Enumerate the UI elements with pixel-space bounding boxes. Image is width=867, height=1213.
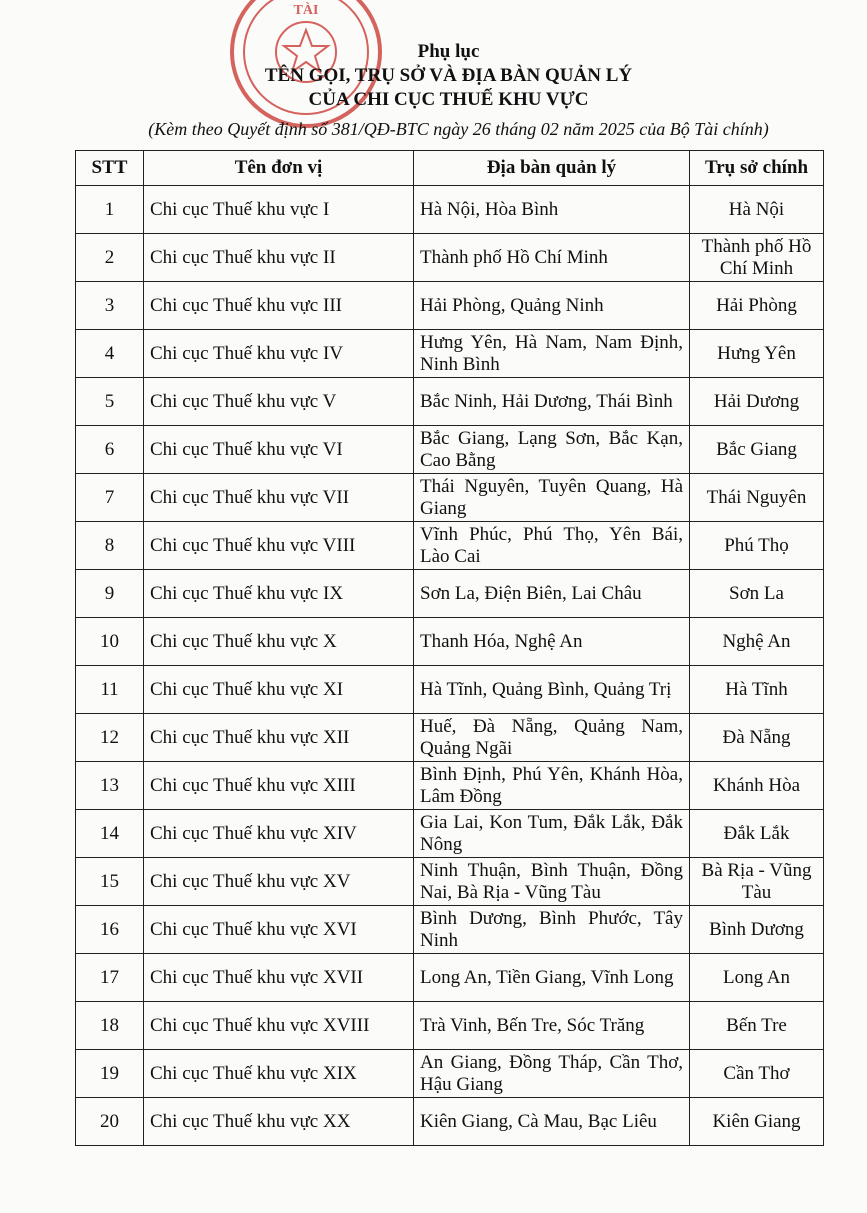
cell-hq: Sơn La	[690, 570, 824, 618]
cell-area: Thành phố Hồ Chí Minh	[414, 234, 690, 282]
cell-hq: Long An	[690, 954, 824, 1002]
cell-stt: 7	[76, 474, 144, 522]
cell-hq: Khánh Hòa	[690, 762, 824, 810]
cell-unit: Chi cục Thuế khu vực XVI	[144, 906, 414, 954]
cell-stt: 12	[76, 714, 144, 762]
cell-unit: Chi cục Thuế khu vực IX	[144, 570, 414, 618]
table-row	[76, 858, 824, 906]
cell-area: An Giang, Đồng Tháp, Cần Thơ, Hậu Giang	[414, 1050, 690, 1098]
cell-unit: Chi cục Thuế khu vực VI	[144, 426, 414, 474]
cell-stt: 15	[76, 858, 144, 906]
table-row	[76, 570, 824, 618]
cell-hq: Bắc Giang	[690, 426, 824, 474]
cell-unit: Chi cục Thuế khu vực XIII	[144, 762, 414, 810]
cell-unit: Chi cục Thuế khu vực XI	[144, 666, 414, 714]
cell-stt: 19	[76, 1050, 144, 1098]
table-header-row	[76, 151, 824, 186]
table-row	[76, 618, 824, 666]
cell-area: Bình Định, Phú Yên, Khánh Hòa, Lâm Đồng	[414, 762, 690, 810]
cell-area: Kiên Giang, Cà Mau, Bạc Liêu	[414, 1098, 690, 1146]
table-row	[76, 954, 824, 1002]
cell-hq: Hải Phòng	[690, 282, 824, 330]
document-title: TÊN GỌI, TRỤ SỞ VÀ ĐỊA BÀN QUẢN LÝ	[264, 65, 633, 86]
column-header-hq: Trụ sở chính	[690, 151, 824, 186]
cell-stt: 9	[76, 570, 144, 618]
cell-stt: 5	[76, 378, 144, 426]
cell-unit: Chi cục Thuế khu vực VIII	[144, 522, 414, 570]
document-subtitle: CỦA CHI CỤC THUẾ KHU VỰC	[308, 89, 589, 110]
cell-unit: Chi cục Thuế khu vực IV	[144, 330, 414, 378]
cell-area: Hà Tĩnh, Quảng Bình, Quảng Trị	[414, 666, 690, 714]
appendix-title: Phụ lục	[417, 41, 480, 62]
cell-area: Bắc Ninh, Hải Dương, Thái Bình	[414, 378, 690, 426]
cell-unit: Chi cục Thuế khu vực XIX	[144, 1050, 414, 1098]
cell-stt: 20	[76, 1098, 144, 1146]
table-row	[76, 522, 824, 570]
cell-stt: 10	[76, 618, 144, 666]
cell-hq: Thái Nguyên	[690, 474, 824, 522]
cell-hq: Hải Dương	[690, 378, 824, 426]
cell-unit: Chi cục Thuế khu vực II	[144, 234, 414, 282]
cell-hq: Kiên Giang	[690, 1098, 824, 1146]
cell-unit: Chi cục Thuế khu vực VII	[144, 474, 414, 522]
cell-hq: Nghệ An	[690, 618, 824, 666]
cell-stt: 1	[76, 186, 144, 234]
cell-stt: 4	[76, 330, 144, 378]
table-row	[76, 330, 824, 378]
cell-area: Hưng Yên, Hà Nam, Nam Định, Ninh Bình	[414, 330, 690, 378]
column-header-area: Địa bàn quản lý	[414, 151, 690, 186]
cell-area: Huế, Đà Nẵng, Quảng Nam, Quảng Ngãi	[414, 714, 690, 762]
cell-area: Long An, Tiền Giang, Vĩnh Long	[414, 954, 690, 1002]
cell-unit: Chi cục Thuế khu vực XVIII	[144, 1002, 414, 1050]
cell-stt: 11	[76, 666, 144, 714]
cell-unit: Chi cục Thuế khu vực XII	[144, 714, 414, 762]
cell-unit: Chi cục Thuế khu vực XIV	[144, 810, 414, 858]
column-header-unit: Tên đơn vị	[144, 151, 414, 186]
cell-area: Thái Nguyên, Tuyên Quang, Hà Giang	[414, 474, 690, 522]
cell-hq: Cần Thơ	[690, 1050, 824, 1098]
table-row	[76, 474, 824, 522]
table-row	[76, 1002, 824, 1050]
cell-area: Ninh Thuận, Bình Thuận, Đồng Nai, Bà Rịa - Vũng Tàu	[414, 858, 690, 906]
cell-area: Hà Nội, Hòa Bình	[414, 186, 690, 234]
cell-stt: 3	[76, 282, 144, 330]
cell-unit: Chi cục Thuế khu vực V	[144, 378, 414, 426]
cell-stt: 17	[76, 954, 144, 1002]
cell-stt: 16	[76, 906, 144, 954]
cell-area: Bình Dương, Bình Phước, Tây Ninh	[414, 906, 690, 954]
cell-hq: Bến Tre	[690, 1002, 824, 1050]
cell-area: Bắc Giang, Lạng Sơn, Bắc Kạn, Cao Bằng	[414, 426, 690, 474]
cell-unit: Chi cục Thuế khu vực XV	[144, 858, 414, 906]
table-row	[76, 234, 824, 282]
cell-stt: 6	[76, 426, 144, 474]
table-row	[76, 906, 824, 954]
cell-area: Trà Vinh, Bến Tre, Sóc Trăng	[414, 1002, 690, 1050]
table-row	[76, 666, 824, 714]
table-row	[76, 1050, 824, 1098]
cell-hq: Hà Tĩnh	[690, 666, 824, 714]
cell-hq: Thành phố Hồ Chí Minh	[690, 234, 824, 282]
table-row	[76, 714, 824, 762]
cell-stt: 18	[76, 1002, 144, 1050]
document-reference: (Kèm theo Quyết định số 381/QĐ-BTC ngày 26 tháng 02 năm 2025 của Bộ Tài chính)	[148, 119, 769, 139]
table-row	[76, 186, 824, 234]
cell-stt: 13	[76, 762, 144, 810]
table-row	[76, 378, 824, 426]
table-row	[76, 1098, 824, 1146]
cell-hq: Hưng Yên	[690, 330, 824, 378]
column-header-stt: STT	[76, 151, 144, 186]
cell-hq: Bình Dương	[690, 906, 824, 954]
svg-text:TÀI: TÀI	[293, 3, 319, 18]
cell-area: Sơn La, Điện Biên, Lai Châu	[414, 570, 690, 618]
cell-hq: Hà Nội	[690, 186, 824, 234]
cell-unit: Chi cục Thuế khu vực XVII	[144, 954, 414, 1002]
table-row	[76, 810, 824, 858]
tax-office-table	[75, 150, 824, 1146]
cell-area: Thanh Hóa, Nghệ An	[414, 618, 690, 666]
cell-hq: Bà Rịa - Vũng Tàu	[690, 858, 824, 906]
cell-stt: 8	[76, 522, 144, 570]
cell-hq: Phú Thọ	[690, 522, 824, 570]
cell-unit: Chi cục Thuế khu vực XX	[144, 1098, 414, 1146]
cell-stt: 14	[76, 810, 144, 858]
table-row	[76, 282, 824, 330]
cell-hq: Đắk Lắk	[690, 810, 824, 858]
cell-hq: Đà Nẵng	[690, 714, 824, 762]
table-row	[76, 762, 824, 810]
cell-area: Vĩnh Phúc, Phú Thọ, Yên Bái, Lào Cai	[414, 522, 690, 570]
cell-area: Gia Lai, Kon Tum, Đắk Lắk, Đắk Nông	[414, 810, 690, 858]
cell-unit: Chi cục Thuế khu vực X	[144, 618, 414, 666]
cell-area: Hải Phòng, Quảng Ninh	[414, 282, 690, 330]
cell-unit: Chi cục Thuế khu vực III	[144, 282, 414, 330]
cell-stt: 2	[76, 234, 144, 282]
table-row	[76, 426, 824, 474]
document-header	[0, 40, 867, 142]
cell-unit: Chi cục Thuế khu vực I	[144, 186, 414, 234]
